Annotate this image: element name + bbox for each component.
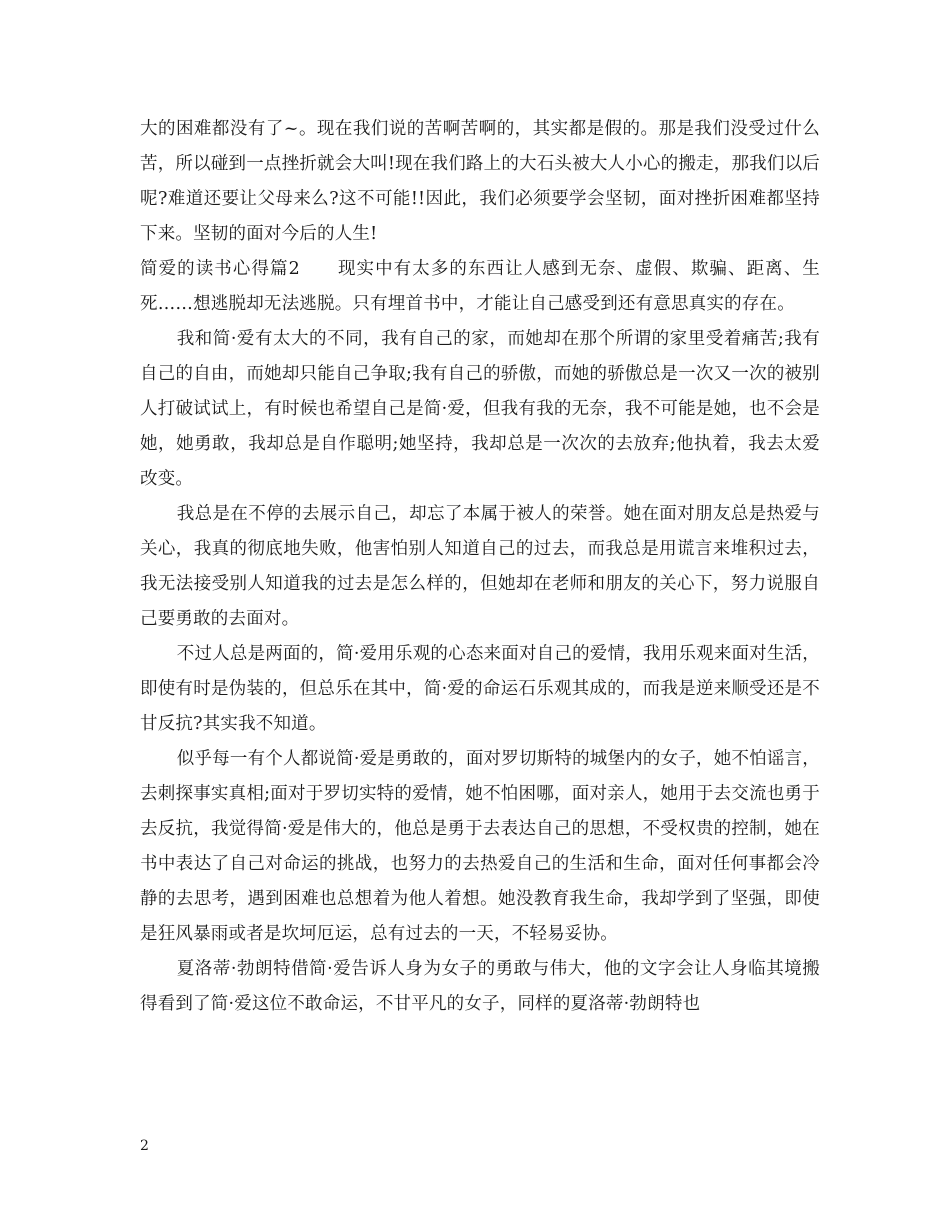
paragraph-courage: 似乎每一有个人都说简·爱是勇敢的，面对罗切斯特的城堡内的女子，她不怕谣言，去刺探事实真相;面对于罗切实特的爱情，她不怕困哪，面对亲人，她用于去交流也勇于去反抗，我觉得简·爱是伟大的，他总是勇于去表达自己的思想，不受权贵的控制，她在书中表达了自己对命运的挑战，也努力的去热爱自己的生活和生命，面对任何事都会冷静的去思考，遇到困难也总想着为他人着想。她没教育我生命，我却学到了坚强，即使是狂风暴雨或者是坎坷厄运，总有过去的一天，不轻易妥协。 xyxy=(140,749,820,944)
document-body xyxy=(140,112,820,1022)
paragraph-continuation: 大的困难都没有了~。现在我们说的苦啊苦啊的，其实都是假的。那是我们没受过什么苦，所以碰到一点挫折就会大叫!现在我们路上的大石头被大人小心的搬走，那我们以后呢?难道还要让父母来么?这不可能!!因此，我们必须要学会坚韧，面对挫折困难都坚持下来。坚韧的面对今后的人生! xyxy=(140,119,820,244)
paragraph-comparison: 我和简·爱有太大的不同，我有自己的家，而她却在那个所谓的家里受着痛苦;我有自己的自由，而她却只能自己争取;我有自己的骄傲，而她的骄傲总是一次又一次的被别人打破试试上，有时候也希望自己是简·爱，但我有我的无奈，我不可能是她，也不会是她，她勇敢，我却总是自作聪明;她坚持，我却总是一次次的去放弃;他执着，我去太爱改变。 xyxy=(140,329,820,489)
paragraph-self-reflection: 我总是在不停的去展示自己，却忘了本属于被人的荣誉。她在面对朋友总是热爱与关心，我真的彻底地失败，他害怕别人知道自己的过去，而我总是用谎言来堆积过去，我无法接受别人知道我的过去是怎么样的，但她却在老师和朋友的关心下，努力说服自己要勇敢的去面对。 xyxy=(140,504,820,629)
page-number: 2 xyxy=(140,1138,149,1154)
paragraph-heading-section-2: 简爱的读书心得篇2 现实中有太多的东西让人感到无奈、虚假、欺骗、距离、生死……想逃脱却无法逃脱。只有埋首书中，才能让自己感受到还有意思真实的存在。 xyxy=(140,259,820,314)
paragraph-author: 夏洛蒂·勃朗特借简·爱告诉人身为女子的勇敢与伟大，他的文字会让人身临其境搬得看到了简·爱这位不敢命运，不甘平凡的女子，同样的夏洛蒂·勃朗特也 xyxy=(140,959,820,1014)
paragraph-optimism: 不过人总是两面的，简·爱用乐观的心态来面对自己的爱情，我用乐观来面对生活，即使有时是伪装的，但总乐在其中，简·爱的命运石乐观其成的，而我是逆来顺受还是不甘反抗?其实我不知道。 xyxy=(140,644,820,734)
